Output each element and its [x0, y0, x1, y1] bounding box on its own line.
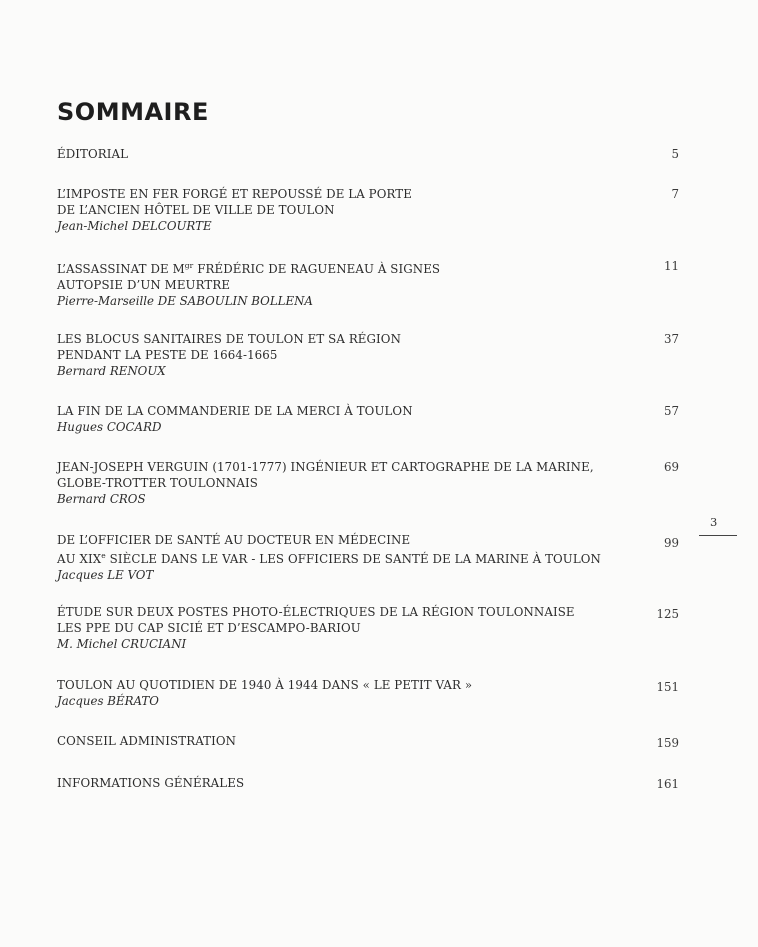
entry-page-number: 5 — [671, 147, 679, 161]
entry-title-line: GLOBE-TROTTER TOULONNAIS — [57, 476, 258, 490]
entry-title-line — [57, 548, 682, 567]
entry-author: Bernard CROS — [57, 492, 146, 506]
entry-author: Hugues COCARD — [57, 420, 162, 434]
entry-title-line: TOULON AU QUOTIDIEN DE 1940 À 1944 DANS « LE PETIT VAR » — [57, 678, 473, 692]
folio-rule — [699, 535, 737, 536]
entry-page-number: 125 — [656, 607, 679, 621]
toc-entry — [57, 733, 682, 749]
toc-entry — [57, 146, 682, 162]
entry-title-line: LA FIN DE LA COMMANDERIE DE LA MERCI À TOULON — [57, 404, 413, 418]
entry-page-number: 69 — [663, 460, 679, 474]
entry-title-line: AUTOPSIE D’UN MEURTRE — [57, 277, 231, 292]
entry-author: Jean-Michel DELCOURTE — [57, 219, 212, 233]
entry-title-line: L’IMPOSTE EN FER FORGÉ ET REPOUSSÉ DE LA PORTE — [57, 187, 412, 201]
toc-entry — [57, 532, 682, 583]
entry-title-line: ÉDITORIAL — [57, 147, 129, 161]
entry-title-line: DE L’ANCIEN HÔTEL DE VILLE DE TOULON — [57, 203, 335, 217]
entry-page-number: 151 — [656, 680, 679, 694]
superscript-e: e — [101, 551, 106, 560]
toc-entry — [57, 403, 682, 435]
entry-title-part: L’ASSASSINAT DE M — [57, 261, 185, 276]
entry-page-number: 159 — [656, 736, 679, 750]
toc-entry — [57, 677, 682, 709]
entry-page-number: 37 — [663, 332, 679, 346]
entry-author: M. Michel CRUCIANI — [57, 637, 187, 651]
entry-page-number: 7 — [671, 187, 679, 201]
entry-author: Jacques LE VOT — [57, 567, 154, 582]
toc-entry — [57, 258, 682, 309]
entry-title-part: SIÈCLE DANS LE VAR - LES OFFICIERS DE SANTÉ DE LA MARINE À TOULON — [105, 551, 601, 566]
entry-title-line: PENDANT LA PESTE DE 1664-1665 — [57, 348, 278, 362]
toc-entry — [57, 459, 682, 507]
entry-title-line: CONSEIL ADMINISTRATION — [57, 734, 237, 748]
toc-entry — [57, 331, 682, 379]
entry-title-line: ÉTUDE SUR DEUX POSTES PHOTO-ÉLECTRIQUES DE LA RÉGION TOULONNAISE — [57, 605, 575, 619]
entry-title-line: JEAN-JOSEPH VERGUIN (1701-1777) INGÉNIEUR ET CARTOGRAPHE DE LA MARINE, — [57, 460, 594, 474]
entry-author: Jacques BÉRATO — [57, 694, 159, 708]
entry-title-line: LES PPE DU CAP SICIÉ ET D’ESCAMPO-BARIOU — [57, 621, 361, 635]
entry-author: Bernard RENOUX — [57, 364, 166, 378]
entry-page-number: 161 — [656, 777, 679, 791]
entry-title-line: LES BLOCUS SANITAIRES DE TOULON ET SA RÉGION — [57, 332, 401, 346]
entry-page-number: 11 — [663, 259, 679, 273]
entry-author: Pierre-Marseille DE SABOULIN BOLLENA — [57, 293, 313, 308]
entry-title-part: FRÉDÉRIC DE RAGUENEAU À SIGNES — [193, 261, 441, 276]
entry-title-line: INFORMATIONS GÉNÉRALES — [57, 776, 245, 790]
entry-title-part: AU XIX — [57, 551, 102, 566]
entry-page-number: 99 — [663, 536, 679, 550]
superscript-gr: gr — [184, 261, 194, 270]
folio-page-number: 3 — [710, 515, 718, 529]
page-title: SOMMAIRE — [57, 98, 209, 126]
toc-entry — [57, 186, 682, 234]
entry-title-line: DE L’OFFICIER DE SANTÉ AU DOCTEUR EN MÉDECINE — [57, 533, 411, 547]
toc-entry — [57, 775, 682, 791]
toc-entry — [57, 604, 682, 652]
entry-page-number: 57 — [663, 404, 679, 418]
entry-title-line — [57, 258, 682, 277]
